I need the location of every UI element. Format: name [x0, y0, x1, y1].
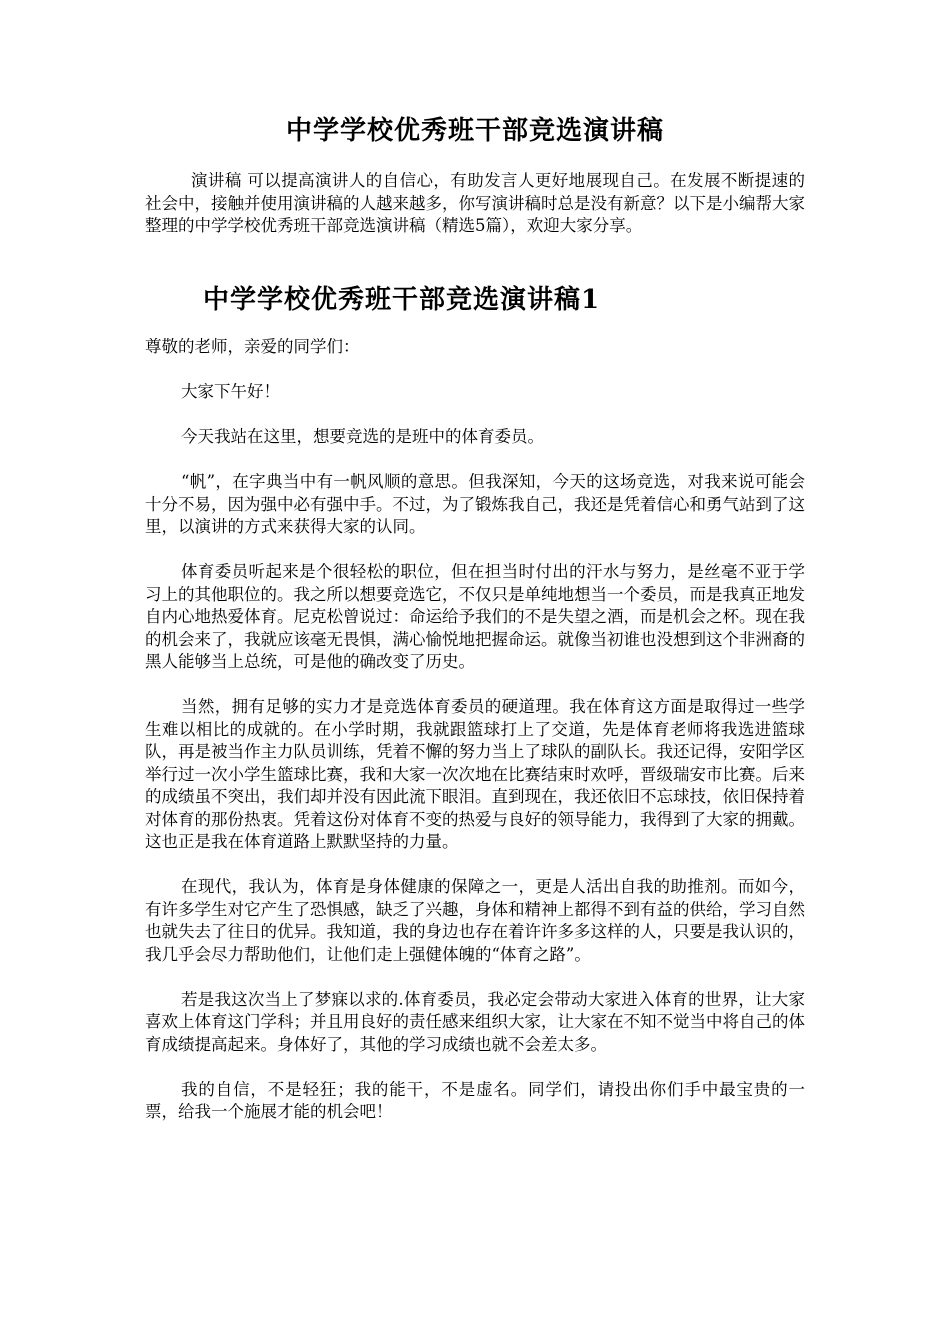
- speech-paragraph-2: 今天我站在这里，想要竞选的是班中的体育委员。: [181, 427, 544, 446]
- intro-paragraph: 演讲稿 可以提高演讲人的自信心，有助发言人更好地展现自己。在发展不断提速的社会中，接触并使用演讲稿的人越来越多，你写演讲稿时总是没有新意？以下是小编帮大家整理的中学学校优秀班干部竞选演讲稿（精选5篇），欢迎大家分享。: [145, 171, 805, 235]
- speech-paragraph-3: “帆”，在字典当中有一帆风顺的意思。但我深知，今天的这场竞选，对我来说可能会十分不易，因为强中必有强中手。不过，为了锻炼我自己，我还是凭着信心和勇气站到了这里，以演讲的方式来获得大家的认同。: [145, 472, 805, 536]
- speech-paragraph-8: 我的自信，不是轻狂；我的能干，不是虚名。同学们，请投出你们手中最宝贵的一票，给我一个施展才能的机会吧！: [145, 1079, 805, 1121]
- speech-paragraph-1: 大家下午好！: [181, 382, 280, 401]
- salutation: 尊敬的老师，亲爱的同学们：: [145, 337, 360, 356]
- speech-paragraph-7: 若是我这次当上了梦寐以求的.体育委员，我必定会带动大家进入体育的世界，让大家喜欢上体育这门学科；并且用良好的责任感来组织大家，让大家在不知不觉当中将自己的体育成绩提高起来。身体好了，其他的学习成绩也就不会差太多。: [145, 989, 805, 1054]
- section-title: 中学学校优秀班干部竞选演讲稿1: [203, 285, 601, 315]
- speech-paragraph-4: 体育委员听起来是个很轻松的职位，但在担当时付出的汗水与努力，是丝毫不亚于学习上的其他职位的。我之所以想要竞选它，不仅只是单纯地想当一个委员，而是我真正地发自内心地热爱体育。尼克松曾说过：命运给予我们的不是失望之酒，而是机会之杯。现在我的机会来了，我就应该毫无畏惧，满心愉悦地把握命运。就像当初谁也没想到这个非洲裔的黑人能够当上总统，可是他的确改变了历史。: [145, 562, 805, 671]
- speech-body: [145, 336, 805, 1146]
- speech-paragraph-6: 在现代，我认为，体育是身体健康的保障之一，更是人活出自我的助推剂。而如今，有许多学生对它产生了恐惧感，缺乏了兴趣，身体和精神上都得不到有益的供给，学习自然也就失去了往日的优异。我知道，我的身边也存在着许许多多这样的人，只要是我认识的，我几乎会尽力帮助他们，让他们走上强健体魄的“体育之路”。: [145, 877, 805, 964]
- speech-paragraph-5: 当然，拥有足够的实力才是竞选体育委员的硬道理。我在体育这方面是取得过一些学生难以相比的成就的。在小学时期，我就跟篮球打上了交道，先是体育老师将我选进篮球队，再是被当作主力队员训练，凭着不懈的努力当上了球队的副队长。我还记得，安阳学区举行过一次小学生篮球比赛，我和大家一次次地在比赛结束时欢呼，晋级瑞安市比赛。后来的成绩虽不突出，我们却并没有因此流下眼泪。直到现在，我还依旧不忘球技，依旧保持着对体育的那份热衷。凭着这份对体育不变的热爱与良好的领导能力，我得到了大家的拥戴。这也正是我在体育道路上默默坚持的力量。: [145, 697, 805, 851]
- document-title: 中学学校优秀班干部竞选演讲稿: [285, 116, 664, 146]
